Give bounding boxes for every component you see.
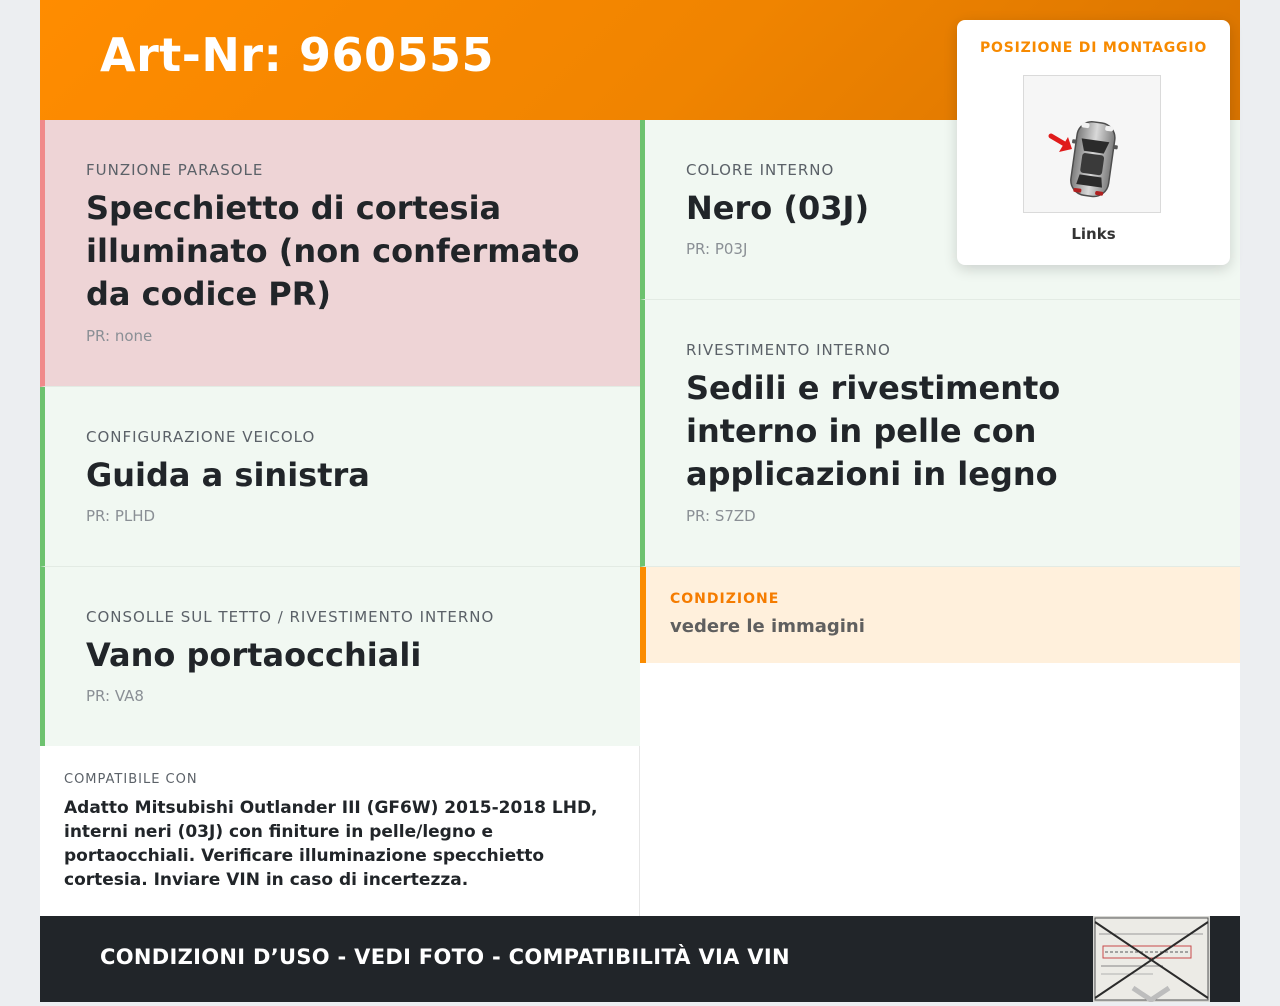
registration-document-thumbnail bbox=[1093, 916, 1210, 1002]
mounting-position-box bbox=[957, 20, 1230, 265]
card-value: Vano portaocchiali bbox=[86, 636, 422, 674]
pointer-arrow-icon bbox=[1051, 136, 1072, 152]
card-pr-code: PR: none bbox=[86, 327, 153, 345]
page-title: Art-Nr: 960555 bbox=[100, 28, 495, 82]
condition-text: vedere le immagini bbox=[670, 616, 865, 637]
compatibility-text: Adatto Mitsubishi Outlander III (GF6W) 2015-2018 LHD, interni neri (03J) con finiture in pelle/legno e portaocchiali. Verificare illuminazione specchietto cortesia. Inviare VIN in caso di incertezza. bbox=[64, 798, 598, 890]
card-label: COLORE INTERNO bbox=[686, 161, 835, 179]
card-value: Sedili e rivestimento interno in pelle con applicazioni in legno bbox=[686, 369, 1061, 493]
card-value: Guida a sinistra bbox=[86, 456, 370, 494]
card-label: CONSOLLE SUL TETTO / RIVESTIMENTO INTERNO bbox=[86, 608, 495, 626]
car-top-view-icon bbox=[1024, 76, 1160, 212]
condition-section bbox=[640, 567, 1240, 663]
product-sheet bbox=[40, 0, 1240, 1002]
mounting-position-title: POSIZIONE DI MONTAGGIO bbox=[979, 40, 1208, 56]
compatibility-section bbox=[40, 746, 640, 916]
card-pr-code: PR: P03J bbox=[686, 240, 748, 258]
card-value: Nero (03J) bbox=[686, 189, 870, 227]
card-pr-code: PR: VA8 bbox=[86, 687, 144, 705]
card-consolle-tetto bbox=[40, 567, 640, 747]
document-thumbnail-icon bbox=[1093, 916, 1210, 1002]
card-label: RIVESTIMENTO INTERNO bbox=[686, 341, 891, 359]
card-configurazione-veicolo bbox=[40, 387, 640, 567]
condition-label: CONDIZIONE bbox=[670, 591, 780, 607]
card-label: CONFIGURAZIONE VEICOLO bbox=[86, 428, 316, 446]
compatibility-label: COMPATIBILE CON bbox=[64, 772, 198, 787]
card-value: Specchietto di cortesia illuminato (non confermato da codice PR) bbox=[86, 189, 580, 313]
footer-bar bbox=[40, 916, 1240, 1002]
car-position-image bbox=[1023, 75, 1161, 213]
card-pr-code: PR: PLHD bbox=[86, 507, 156, 525]
footer-text: CONDIZIONI D’USO - VEDI FOTO - COMPATIBILITÀ VIA VIN bbox=[100, 945, 790, 969]
card-funzione-parasole bbox=[40, 120, 640, 387]
card-rivestimento-interno bbox=[640, 300, 1240, 567]
card-pr-code: PR: S7ZD bbox=[686, 507, 756, 525]
mounting-position-caption: Links bbox=[1071, 225, 1116, 243]
card-label: FUNZIONE PARASOLE bbox=[86, 161, 264, 179]
